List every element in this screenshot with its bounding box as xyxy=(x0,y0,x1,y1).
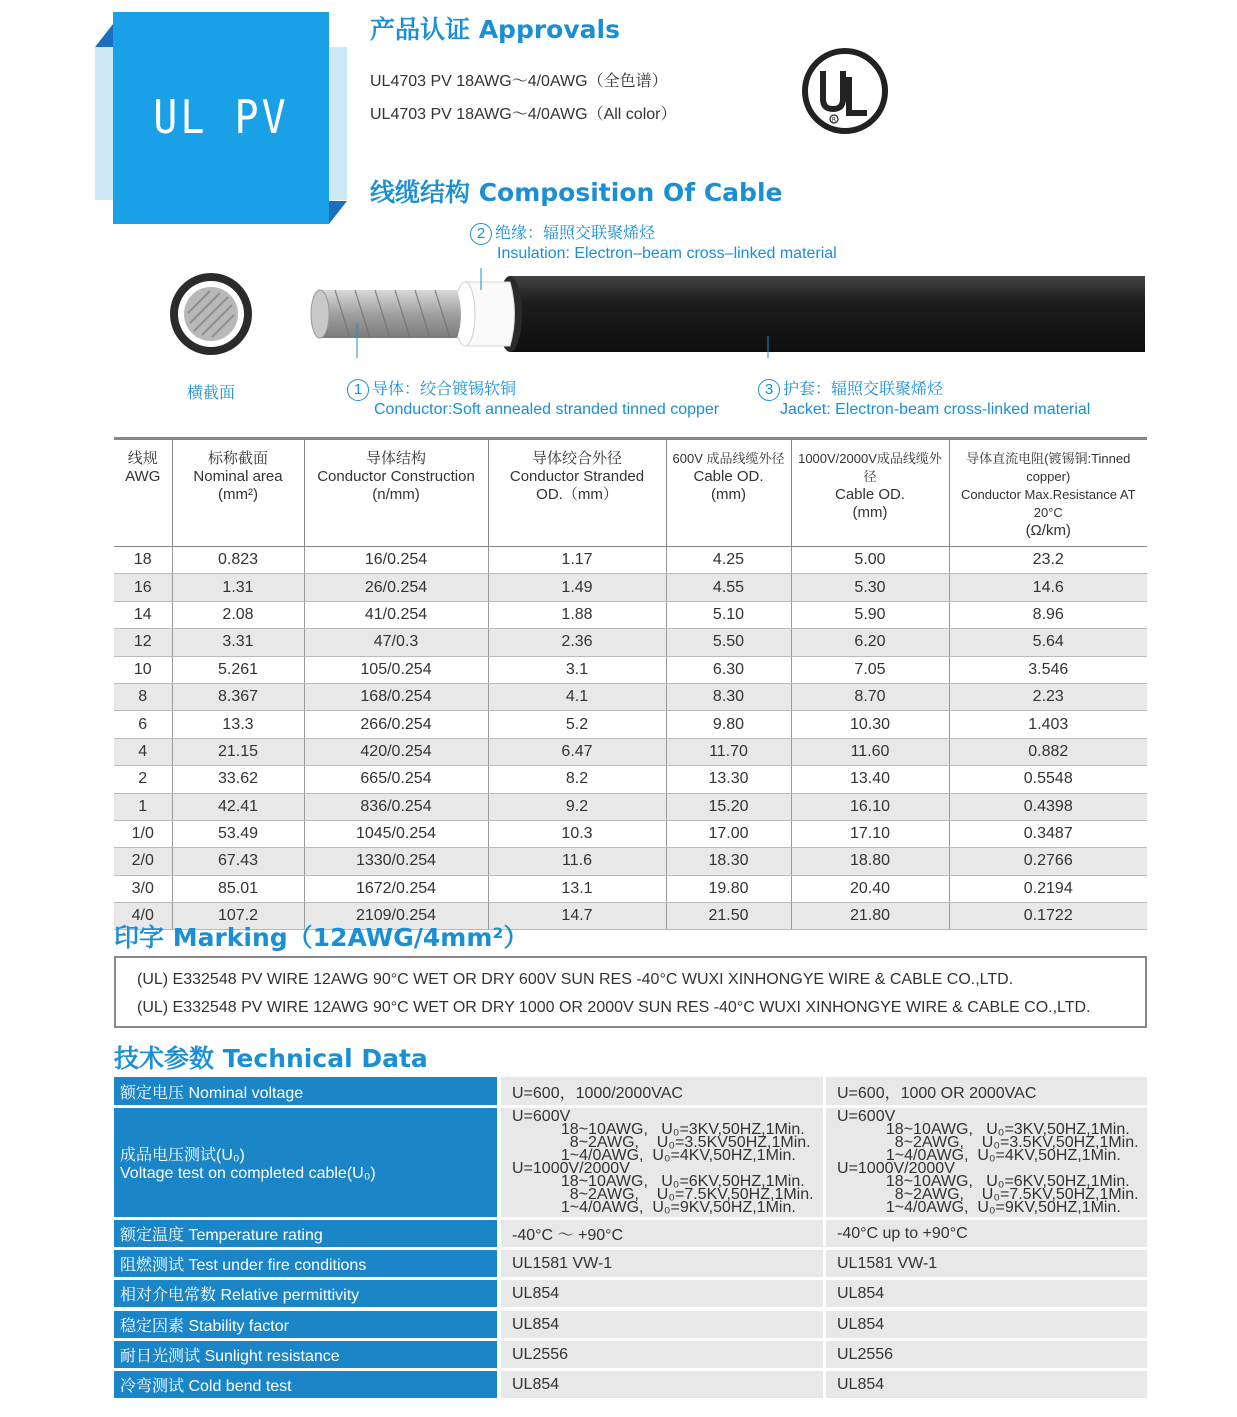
tech-value: UL2556 xyxy=(501,1341,823,1368)
table-cell: 1/0 xyxy=(114,820,172,847)
table-cell: 0.882 xyxy=(949,738,1147,765)
table-cell: 105/0.254 xyxy=(304,656,488,683)
spec-table-header xyxy=(114,439,1147,547)
tech-label: 耐日光测试 Sunlight resistance xyxy=(114,1341,497,1368)
table-cell: 33.62 xyxy=(172,766,304,793)
table-cell: 13.40 xyxy=(791,766,949,793)
table-cell: 18.80 xyxy=(791,848,949,875)
table-cell: 23.2 xyxy=(949,547,1147,574)
table-cell: 2.36 xyxy=(488,629,666,656)
tech-value: UL2556 xyxy=(826,1341,1147,1368)
table-cell: 1045/0.254 xyxy=(304,820,488,847)
table-cell: 21.15 xyxy=(172,738,304,765)
conductor-label-cn: 导体：绞合镀锡软铜 xyxy=(372,381,517,398)
table-cell: 420/0.254 xyxy=(304,738,488,765)
table-cell: 1 xyxy=(114,793,172,820)
table-cell: 4.55 xyxy=(666,574,791,601)
tech-label: 冷弯测试 Cold bend test xyxy=(114,1371,497,1398)
tech-value-2000v: U=600，1000 OR 2000VAC xyxy=(826,1077,1147,1105)
table-cell: 8.30 xyxy=(666,683,791,710)
table-cell: 14 xyxy=(114,601,172,628)
table-cell: 67.43 xyxy=(172,848,304,875)
table-cell: 85.01 xyxy=(172,875,304,902)
table-cell: 12 xyxy=(114,629,172,656)
jacket-label-cn: 护套：辐照交联聚烯烃 xyxy=(783,381,944,398)
spec-table-body xyxy=(114,547,1147,930)
table-cell: 1672/0.254 xyxy=(304,875,488,902)
tech-row xyxy=(114,1280,1147,1307)
spec-table xyxy=(114,437,1147,930)
table-cell: 5.10 xyxy=(666,601,791,628)
table-cell: 14.6 xyxy=(949,574,1147,601)
table-cell: 10 xyxy=(114,656,172,683)
table-row xyxy=(114,875,1147,902)
table-cell: 16.10 xyxy=(791,793,949,820)
table-cell: 1.31 xyxy=(172,574,304,601)
tech-value-600v: U=600，1000/2000VAC xyxy=(501,1077,823,1105)
marking-line-2: (UL) E332548 PV WIRE 12AWG 90°C WET OR DRY 1000 OR 2000V SUN RES -40°C WUXI XINHONGYE WIRE & CABLE CO.,LTD. xyxy=(137,999,1091,1016)
title-block-corner xyxy=(329,201,347,224)
tech-value: UL1581 VW-1 xyxy=(501,1250,823,1277)
header-1000v-od: 1000V/2000V成品线缆外径 Cable OD. (mm) xyxy=(791,439,949,547)
tech-label: 额定电压 Nominal voltage xyxy=(114,1077,497,1105)
table-row xyxy=(114,738,1147,765)
table-cell: 10.30 xyxy=(791,711,949,738)
tech-row xyxy=(114,1250,1147,1277)
header-nominal-area: 标称截面 Nominal area (mm²) xyxy=(172,439,304,547)
table-cell: 665/0.254 xyxy=(304,766,488,793)
table-cell: 1.403 xyxy=(949,711,1147,738)
tech-value: UL854 xyxy=(501,1371,823,1398)
table-cell: 2/0 xyxy=(114,848,172,875)
table-cell: 17.10 xyxy=(791,820,949,847)
table-cell: 5.00 xyxy=(791,547,949,574)
table-cell: 16/0.254 xyxy=(304,547,488,574)
technical-heading: 技术参数 Technical Data xyxy=(114,1044,428,1073)
tech-value: UL854 xyxy=(501,1311,823,1338)
table-cell: 0.2766 xyxy=(949,848,1147,875)
table-cell: 8.367 xyxy=(172,683,304,710)
table-cell: 47/0.3 xyxy=(304,629,488,656)
table-cell: 168/0.254 xyxy=(304,683,488,710)
table-cell: 4.1 xyxy=(488,683,666,710)
table-cell: 5.2 xyxy=(488,711,666,738)
table-cell: 3/0 xyxy=(114,875,172,902)
title-block xyxy=(95,12,350,224)
header-conductor-od: 导体绞合外径 Conductor Stranded OD.（mm） xyxy=(488,439,666,547)
approvals-heading: 产品认证 Approvals xyxy=(370,15,620,44)
ul-logo xyxy=(801,47,889,135)
title-block-fold xyxy=(95,24,113,47)
jacket-number: 3 xyxy=(758,379,780,401)
table-cell: 1.88 xyxy=(488,601,666,628)
tech-row xyxy=(114,1311,1147,1338)
table-cell: 0.5548 xyxy=(949,766,1147,793)
table-cell: 11.6 xyxy=(488,848,666,875)
table-cell: 1.49 xyxy=(488,574,666,601)
table-cell: 21.50 xyxy=(666,903,791,930)
table-cell: 2.23 xyxy=(949,683,1147,710)
approval-line-1: UL4703 PV 18AWG～4/0AWG（全色谱） xyxy=(370,73,668,90)
insulation-label xyxy=(470,223,837,263)
table-cell: 3.1 xyxy=(488,656,666,683)
table-cell: 5.50 xyxy=(666,629,791,656)
table-cell: 26/0.254 xyxy=(304,574,488,601)
table-cell: 14.7 xyxy=(488,903,666,930)
table-row xyxy=(114,711,1147,738)
table-cell: 53.49 xyxy=(172,820,304,847)
table-row xyxy=(114,547,1147,574)
svg-text:R: R xyxy=(831,116,837,124)
table-row xyxy=(114,574,1147,601)
table-cell: 8 xyxy=(114,683,172,710)
table-row xyxy=(114,601,1147,628)
table-cell: 1.17 xyxy=(488,547,666,574)
tech-value: UL854 xyxy=(826,1371,1147,1398)
marking-box xyxy=(114,956,1147,1028)
table-cell: 107.2 xyxy=(172,903,304,930)
voltage-test-label-en: Voltage test on completed cable(U₀) xyxy=(120,1165,376,1182)
table-cell: 4/0 xyxy=(114,903,172,930)
marking-line-1: (UL) E332548 PV WIRE 12AWG 90°C WET OR DRY 600V SUN RES -40°C WUXI XINHONGYE WIRE & CABLE CO.,LTD. xyxy=(137,971,1014,988)
header-600v-od: 600V 成品线缆外径 Cable OD. (mm) xyxy=(666,439,791,547)
conductor-number: 1 xyxy=(347,379,369,401)
table-cell: 0.1722 xyxy=(949,903,1147,930)
table-cell: 8.96 xyxy=(949,601,1147,628)
approval-line-2: UL4703 PV 18AWG～4/0AWG（All color） xyxy=(370,106,677,123)
tech-label: 阻燃测试 Test under fire conditions xyxy=(114,1250,497,1277)
table-cell: 6 xyxy=(114,711,172,738)
tech-label: 相对介电常数 Relative permittivity xyxy=(114,1280,497,1307)
table-cell: 5.30 xyxy=(791,574,949,601)
table-row xyxy=(114,793,1147,820)
table-row xyxy=(114,629,1147,656)
jacket-label-en: Jacket: Electron-beam cross-linked material xyxy=(780,401,1091,418)
tech-value: UL854 xyxy=(826,1280,1147,1307)
insulation-label-en: Insulation: Electron–beam cross–linked material xyxy=(497,245,837,262)
tech-value: -40°C up to +90°C xyxy=(826,1220,1147,1247)
table-cell: 19.80 xyxy=(666,875,791,902)
table-row xyxy=(114,656,1147,683)
composition-heading: 线缆结构 Composition Of Cable xyxy=(370,178,783,207)
table-cell: 13.3 xyxy=(172,711,304,738)
table-cell: 9.2 xyxy=(488,793,666,820)
table-cell: 6.47 xyxy=(488,738,666,765)
table-cell: 13.1 xyxy=(488,875,666,902)
table-row xyxy=(114,683,1147,710)
header-awg: 线规 AWG xyxy=(114,439,172,547)
table-cell: 18 xyxy=(114,547,172,574)
table-cell: 5.90 xyxy=(791,601,949,628)
conductor-label-en: Conductor:Soft annealed stranded tinned copper xyxy=(374,401,720,418)
table-row xyxy=(114,848,1147,875)
marking-heading: 印字 Marking（12AWG/4mm²） xyxy=(114,923,529,952)
table-cell: 16 xyxy=(114,574,172,601)
table-cell: 0.2194 xyxy=(949,875,1147,902)
table-cell: 15.20 xyxy=(666,793,791,820)
table-row xyxy=(114,820,1147,847)
table-cell: 17.00 xyxy=(666,820,791,847)
table-cell: 5.64 xyxy=(949,629,1147,656)
tech-label: 稳定因素 Stability factor xyxy=(114,1311,497,1338)
cross-section-diagram xyxy=(168,271,254,357)
tech-row-nominal-voltage xyxy=(114,1077,1147,1105)
tech-value: UL854 xyxy=(501,1280,823,1307)
table-cell: 6.30 xyxy=(666,656,791,683)
table-cell: 8.70 xyxy=(791,683,949,710)
header-resistance: 导体直流电阻(镀锡铜:Tinned copper) Conductor Max.Resistance AT 20°C (Ω/km) xyxy=(949,439,1147,547)
table-cell: 266/0.254 xyxy=(304,711,488,738)
title-block-panel xyxy=(113,12,329,224)
page-title: UL PV xyxy=(153,91,289,145)
jacket-label xyxy=(758,379,1090,419)
table-cell: 18.30 xyxy=(666,848,791,875)
tech-row xyxy=(114,1220,1147,1247)
insulation-number: 2 xyxy=(470,223,492,245)
tech-value: UL854 xyxy=(826,1311,1147,1338)
table-cell: 11.60 xyxy=(791,738,949,765)
table-cell: 21.80 xyxy=(791,903,949,930)
cable-diagram xyxy=(305,268,1150,358)
table-cell: 13.30 xyxy=(666,766,791,793)
table-cell: 11.70 xyxy=(666,738,791,765)
table-cell: 0.3487 xyxy=(949,820,1147,847)
tech-row-voltage-test xyxy=(114,1108,1147,1217)
header-conductor-construction: 导体结构 Conductor Construction (n/mm) xyxy=(304,439,488,547)
table-cell: 6.20 xyxy=(791,629,949,656)
table-cell: 41/0.254 xyxy=(304,601,488,628)
table-cell: 1330/0.254 xyxy=(304,848,488,875)
tech-value: -40°C ～ +90°C xyxy=(501,1220,823,1247)
table-cell: 3.31 xyxy=(172,629,304,656)
table-cell: 836/0.254 xyxy=(304,793,488,820)
voltage-test-label-cn: 成品电压测试(U₀) xyxy=(120,1147,245,1164)
conductor-label xyxy=(347,379,719,419)
table-cell: 4.25 xyxy=(666,547,791,574)
tech-value: UL1581 VW-1 xyxy=(826,1250,1147,1277)
table-cell: 10.3 xyxy=(488,820,666,847)
table-cell: 7.05 xyxy=(791,656,949,683)
table-cell: 3.546 xyxy=(949,656,1147,683)
table-cell: 4 xyxy=(114,738,172,765)
cross-section-label: 横截面 xyxy=(187,385,236,402)
table-cell: 0.823 xyxy=(172,547,304,574)
table-cell: 2.08 xyxy=(172,601,304,628)
tech-row xyxy=(114,1341,1147,1368)
table-cell: 5.261 xyxy=(172,656,304,683)
table-cell: 2 xyxy=(114,766,172,793)
insulation-label-cn: 绝缘：辐照交联聚烯烃 xyxy=(495,225,656,242)
table-row xyxy=(114,766,1147,793)
table-cell: 8.2 xyxy=(488,766,666,793)
table-cell: 9.80 xyxy=(666,711,791,738)
table-cell: 2109/0.254 xyxy=(304,903,488,930)
tech-label: 额定温度 Temperature rating xyxy=(114,1220,497,1247)
table-cell: 20.40 xyxy=(791,875,949,902)
tech-label xyxy=(114,1108,497,1217)
table-cell: 42.41 xyxy=(172,793,304,820)
tech-row xyxy=(114,1371,1147,1398)
voltage-test-600v: U=600V 18~10AWG, U₀=3KV,50HZ,1Min. 8~2AWG, U₀=3.5KV50HZ,1Min. 1~4/0AWG, U₀=4KV,50HZ,1Min. U=1000V/2000V 18~10AWG, U₀=6KV,50HZ,1Min. 8~2AWG, U₀=7.5KV,50HZ,1Min. 1~4/0AWG, U₀=9KV,50HZ,1Min. xyxy=(501,1108,823,1217)
table-cell: 0.4398 xyxy=(949,793,1147,820)
voltage-test-2000v: U=600V 18~10AWG, U₀=3KV,50HZ,1Min. 8~2AWG, U₀=3.5KV,50HZ,1Min. 1~4/0AWG, U₀=4KV,50HZ,1Min. U=1000V/2000V 18~10AWG, U₀=6KV,50HZ,1Min. 8~2AWG, U₀=7.5KV,50HZ,1Min. 1~4/0AWG, U₀=9KV,50HZ,1Min. xyxy=(826,1108,1147,1217)
